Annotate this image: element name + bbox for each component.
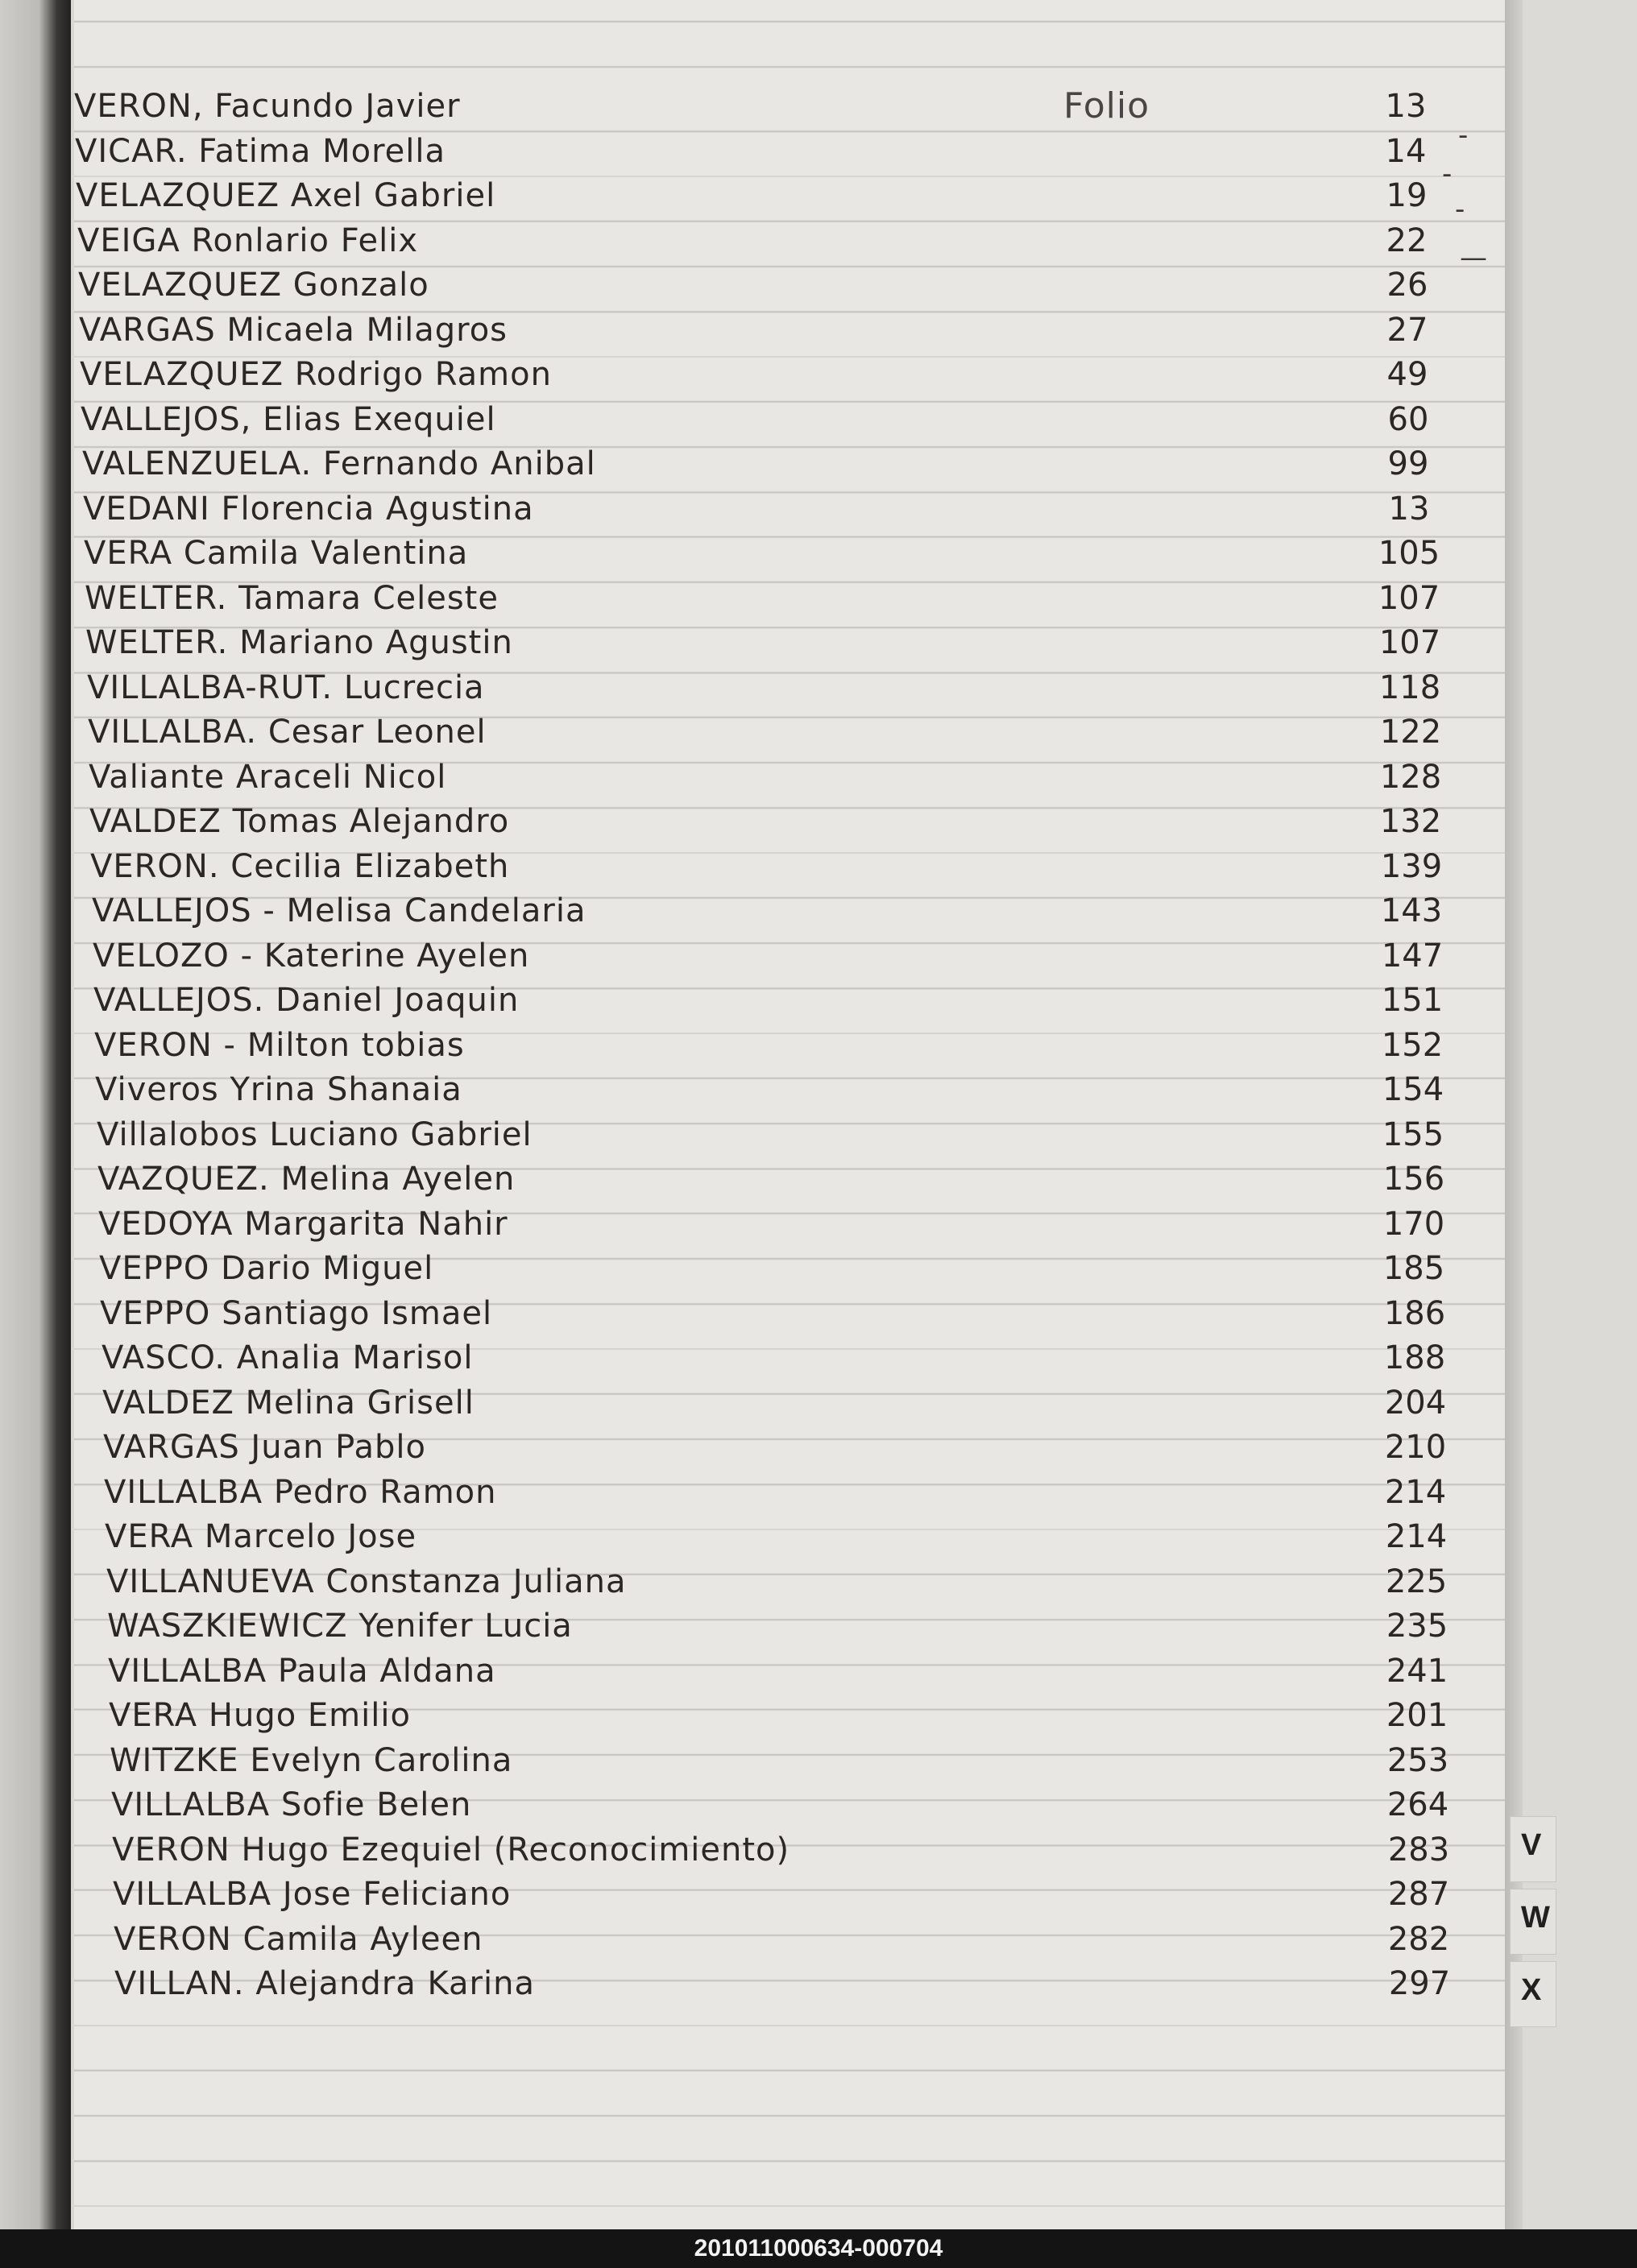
- entry-name: VALLEJOS. Daniel Joaquin: [93, 982, 520, 1019]
- entry-folio: 287: [1387, 1876, 1450, 1913]
- entry-folio: 13: [1388, 490, 1430, 528]
- entry-name: WELTER. Mariano Agustin: [85, 624, 513, 661]
- entry-folio: 19: [1386, 177, 1428, 214]
- entry-folio: 185: [1382, 1250, 1445, 1287]
- entry-name: VILLALBA Jose Feliciano: [113, 1876, 512, 1913]
- scan-identifier: 201011000634-000704: [0, 2229, 1637, 2268]
- entry-name: VARGAS Juan Pablo: [103, 1429, 426, 1466]
- entry-name: VERON Camila Ayleen: [114, 1921, 483, 1958]
- entry-folio: 214: [1384, 1474, 1447, 1511]
- entry-name: VEIGA Ronlario Felix: [77, 222, 419, 259]
- entry-name: VELAZQUEZ Rodrigo Ramon: [80, 356, 552, 393]
- entry-name: VASCO. Analia Marisol: [102, 1339, 474, 1376]
- entry-name: VALDEZ Melina Grisell: [102, 1384, 475, 1422]
- entry-name: WASZKIEWICZ Yenifer Lucia: [107, 1608, 573, 1645]
- entry-name: VERON - Milton tobias: [94, 1027, 465, 1064]
- entry-name: VILLALBA. Cesar Leonel: [88, 714, 487, 751]
- entry-folio: 210: [1384, 1429, 1447, 1466]
- folio-column-header: Folio: [1063, 85, 1150, 126]
- entry-folio: 152: [1381, 1027, 1444, 1064]
- entry-name: VEDANI Florencia Agustina: [83, 490, 534, 528]
- entry-name: VERON. Cecilia Elizabeth: [90, 848, 510, 885]
- entry-folio: 14: [1385, 133, 1427, 170]
- entry-folio: 27: [1386, 312, 1428, 349]
- entry-name: VEPPO Dario Miguel: [99, 1250, 434, 1287]
- entry-folio: 241: [1386, 1653, 1448, 1690]
- entry-name: VEDOYA Margarita Nahir: [98, 1206, 508, 1243]
- entry-folio: 26: [1386, 267, 1428, 304]
- entry-name: VARGAS Micaela Milagros: [79, 312, 508, 349]
- entry-folio: 132: [1379, 803, 1442, 840]
- entry-folio: 118: [1378, 669, 1441, 706]
- entry-folio: 13: [1385, 88, 1427, 125]
- book-binding: [0, 0, 71, 2229]
- entry-folio: 107: [1378, 580, 1440, 617]
- entry-name: VILLALBA Sofie Belen: [111, 1786, 472, 1823]
- entry-folio: 151: [1381, 982, 1444, 1019]
- entry-folio: 154: [1382, 1071, 1444, 1108]
- entry-folio: 22: [1386, 222, 1428, 259]
- entry-folio: 235: [1386, 1608, 1448, 1645]
- entry-folio: 122: [1379, 714, 1442, 751]
- entry-folio: 297: [1388, 1965, 1451, 2002]
- entry-folio: 156: [1382, 1161, 1445, 1198]
- entry-name: VEPPO Santiago Ismael: [100, 1295, 493, 1332]
- entry-name: VILLANUEVA Constanza Juliana: [106, 1563, 627, 1600]
- entry-folio: 188: [1383, 1339, 1446, 1376]
- entry-name: VELAZQUEZ Axel Gabriel: [76, 177, 496, 214]
- entry-name: VAZQUEZ. Melina Ayelen: [97, 1161, 516, 1198]
- entry-folio: 155: [1382, 1116, 1444, 1153]
- entry-name: VILLALBA Paula Aldana: [108, 1653, 496, 1690]
- mark-dash: —: [1460, 242, 1487, 274]
- entry-folio: 147: [1381, 937, 1444, 975]
- entry-folio: 107: [1378, 624, 1441, 661]
- entry-folio: 201: [1386, 1697, 1448, 1734]
- mark-dash: -: [1442, 158, 1453, 190]
- entry-folio: 253: [1386, 1742, 1449, 1779]
- mark-dash: -: [1458, 119, 1469, 151]
- entry-name: VALENZUELA. Fernando Anibal: [82, 445, 596, 482]
- entry-name: Viveros Yrina Shanaia: [95, 1071, 462, 1108]
- entry-name: VERA Hugo Emilio: [109, 1697, 411, 1734]
- entry-folio: 139: [1380, 848, 1443, 885]
- entry-folio: 128: [1379, 759, 1442, 796]
- entry-name: VELOZO - Katerine Ayelen: [93, 937, 530, 975]
- entry-folio: 60: [1387, 401, 1429, 438]
- entry-folio: 49: [1386, 356, 1428, 393]
- entry-folio: 204: [1384, 1384, 1447, 1422]
- entry-folio: 186: [1383, 1295, 1446, 1332]
- index-tab-x-letter: X: [1521, 1973, 1542, 2007]
- entry-name: VERON Hugo Ezequiel (Reconocimiento): [112, 1831, 790, 1869]
- entry-name: VALDEZ Tomas Alejandro: [89, 803, 510, 840]
- entry-folio: 99: [1387, 445, 1429, 482]
- entry-folio: 282: [1387, 1921, 1450, 1958]
- entry-name: Villalobos Luciano Gabriel: [97, 1116, 533, 1153]
- index-tab-v-letter: V: [1521, 1828, 1542, 1862]
- entry-name: VERA Camila Valentina: [84, 535, 469, 572]
- entry-name: VELAZQUEZ Gonzalo: [78, 267, 429, 304]
- entry-name: WITZKE Evelyn Carolina: [110, 1742, 513, 1779]
- entry-folio: 170: [1382, 1206, 1445, 1243]
- entry-name: VALLEJOS - Melisa Candelaria: [92, 892, 586, 929]
- entry-name: Valiante Araceli Nicol: [89, 759, 447, 796]
- entry-name: VERON, Facundo Javier: [74, 88, 461, 125]
- entry-folio: 225: [1385, 1563, 1448, 1600]
- entry-name: VERA Marcelo Jose: [105, 1518, 417, 1555]
- entry-folio: 214: [1385, 1518, 1448, 1555]
- entry-name: VILLALBA-RUT. Lucrecia: [87, 669, 485, 706]
- index-tab-w-letter: W: [1521, 1901, 1550, 1935]
- entry-folio: 264: [1386, 1786, 1449, 1823]
- mark-dash: -: [1455, 193, 1465, 226]
- entry-folio: 283: [1387, 1831, 1450, 1869]
- entry-folio: 105: [1378, 535, 1440, 572]
- entry-name: VILLAN. Alejandra Karina: [114, 1965, 535, 2002]
- entry-folio: 143: [1380, 892, 1443, 929]
- entry-name: VILLALBA Pedro Ramon: [104, 1474, 497, 1511]
- entry-name: WELTER. Tamara Celeste: [85, 580, 499, 617]
- entry-name: VALLEJOS, Elias Exequiel: [81, 401, 496, 438]
- entry-name: VICAR. Fatima Morella: [75, 133, 446, 170]
